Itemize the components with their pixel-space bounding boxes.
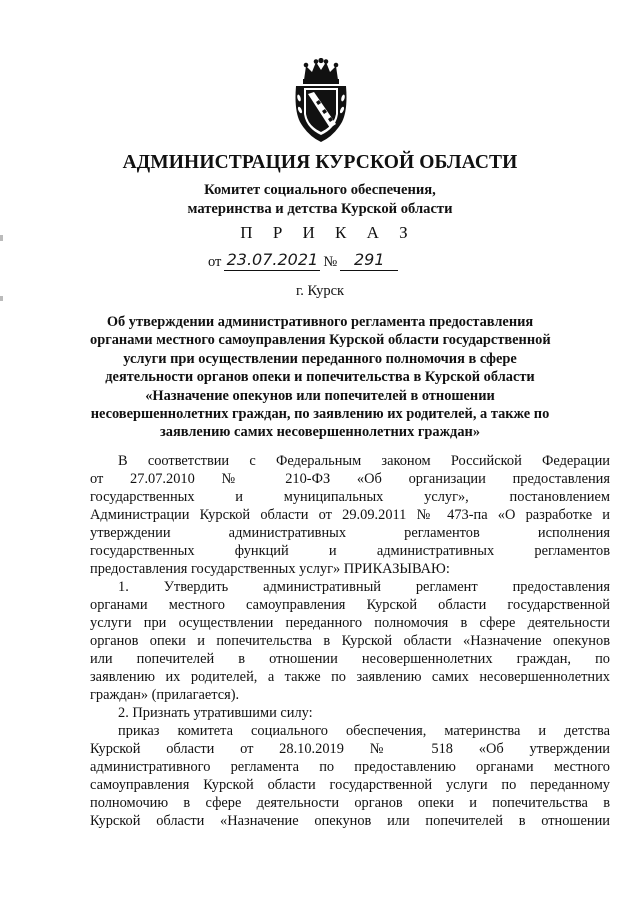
subject-line: деятельности органов опеки и попечительства в Курской области: [105, 369, 535, 386]
body-line: 2. Признать утратившими силу:: [118, 705, 313, 721]
body-line: Курской области «Назначение опекунов или попечителей в отношении: [90, 813, 610, 829]
body-line: услуги при осуществлении переданного полномочия в сфере деятельности: [90, 615, 610, 631]
committee-line-2: материнства и детства Курской области: [187, 201, 453, 217]
body-line: органами местного самоуправления Курской области государственной: [90, 597, 610, 613]
subject-line: несовершеннолетних граждан, по заявлению их родителей, а также по: [90, 406, 550, 423]
scan-margin-mark: [0, 296, 3, 301]
body-line: заявлению их родителей, а также по заявлению самих несовершеннолетних: [90, 669, 610, 685]
body-line: Курской области от 28.10.2019 № 518 «Об утверждении: [90, 741, 610, 757]
committee-line-1: Комитет социального обеспечения,: [204, 182, 436, 198]
subject-line: заявлению самих несовершеннолетних граждан»: [159, 424, 481, 441]
kursk-coat-of-arms-emblem: [292, 58, 350, 144]
organization-title: АДМИНИСТРАЦИЯ КУРСКОЙ ОБЛАСТИ: [122, 152, 518, 173]
body-line: граждан» (прилагается).: [90, 687, 240, 703]
body-line: предоставления государственных услуг» ПРИКАЗЫВАЮ:: [90, 561, 450, 577]
body-line: от 27.07.2010 № 210-ФЗ «Об организации предоставления: [90, 471, 610, 487]
handwritten-order-number: 291: [340, 250, 398, 271]
body-line: Администрации Курской области от 29.09.2011 № 473-па «О разработке и: [90, 507, 610, 523]
committee-name: [60, 181, 580, 219]
body-line: В соответствии с Федеральным законом Российской Федерации: [118, 453, 610, 469]
body-line: утверждении административных регламентов исполнения: [90, 525, 610, 541]
body-line: государственных и муниципальных услуг», постановлением: [90, 489, 610, 505]
order-date-number-line: [208, 250, 398, 272]
body-line: или попечителей в отношении несовершеннолетних граждан, по: [90, 651, 610, 667]
body-line: 1. Утвердить административный регламент предоставления: [118, 579, 610, 595]
city-name: г. Курск: [295, 283, 345, 299]
scan-margin-mark: [0, 235, 3, 241]
order-body-text: [90, 452, 610, 830]
subject-line: услуги при осуществлении переданного полномочия в сфере: [123, 350, 517, 367]
body-line: органов опеки и попечительства в Курской области «Назначение опекунов: [90, 633, 610, 649]
order-subject-title: [90, 313, 550, 442]
subject-line: «Назначение опекунов или попечителей в отношении: [145, 387, 495, 404]
order-heading: П Р И К А З: [240, 223, 416, 242]
date-prefix: от: [208, 254, 222, 270]
body-line: приказ комитета социального обеспечения, материнства и детства: [118, 723, 610, 739]
body-line: самоуправления Курской области государственной услуги по переданному: [90, 777, 610, 793]
body-line: полномочию в сфере деятельности органов опеки и попечительства в: [90, 795, 610, 811]
body-line: административного регламента по предоставлению органами местного: [90, 759, 610, 775]
body-line: государственных функций и административных регламентов: [90, 543, 610, 559]
subject-line: Об утверждении административного регламента предоставления: [106, 314, 534, 330]
subject-line: органами местного самоуправления Курской области государственной: [90, 332, 551, 349]
number-label: №: [323, 254, 338, 270]
handwritten-order-date: 23.07.2021: [224, 250, 320, 271]
